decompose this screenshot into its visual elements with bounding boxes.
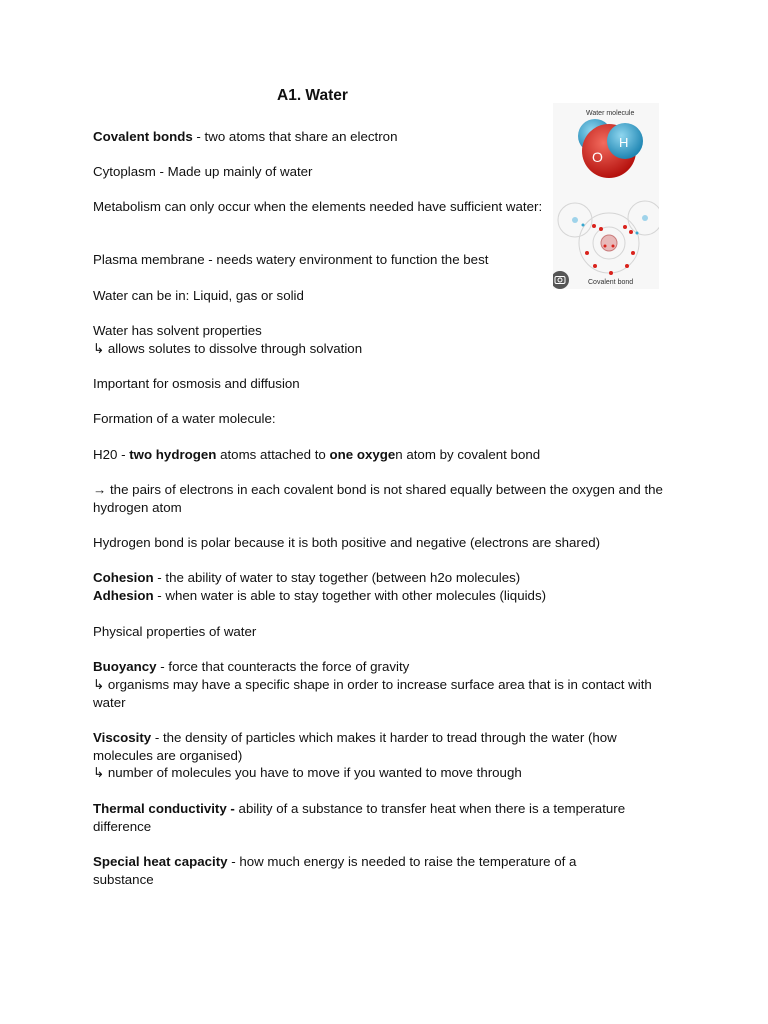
- para-cohesion: [93, 569, 668, 587]
- para-states: Water can be in: Liquid, gas or solid: [93, 288, 304, 303]
- para-osmosis: Important for osmosis and diffusion: [93, 376, 300, 391]
- h2o-part-c: atoms attached to: [216, 447, 330, 462]
- figure-top-label: Water molecule: [586, 110, 635, 117]
- def-viscosity: - the density of particles which makes it harder to tread through the water (how molecules are organised): [93, 730, 617, 763]
- def-heat: - how much energy is needed to raise the temperature of a substance: [93, 854, 577, 887]
- h2o-part-a: H20 -: [93, 447, 130, 462]
- h2o-part-b: two hydrogen: [129, 447, 217, 462]
- term-adhesion: Adhesion: [93, 588, 154, 603]
- para-polar: Hydrogen bond is polar because it is both positive and negative (electrons are shared): [93, 535, 601, 550]
- para-h2o: [93, 446, 668, 464]
- para-formation: Formation of a water molecule:: [93, 411, 276, 426]
- page-title: A1. Water: [277, 87, 348, 104]
- para-buoyancy: [93, 658, 668, 676]
- term-viscosity: Viscosity: [93, 730, 152, 745]
- para-adhesion: [93, 587, 668, 605]
- term-heat: Special heat capacity: [93, 854, 228, 869]
- h2o-part-d: one oxyge: [329, 447, 396, 462]
- term-buoyancy: Buoyancy: [93, 659, 157, 674]
- term-covalent: Covalent bonds: [93, 129, 193, 144]
- term-cohesion: Cohesion: [93, 570, 154, 585]
- para-pairs: → the pairs of electrons in each covalent bond is not shared equally between the oxygen and the hydrogen atom: [93, 482, 663, 515]
- def-covalent: - two atoms that share an electron: [192, 129, 398, 144]
- figure-bottom-label: Covalent bond: [588, 279, 634, 286]
- def-thermal: ability of a substance to transfer heat when there is a temperature difference: [93, 801, 626, 834]
- hydrogen-label: H: [619, 135, 629, 150]
- para-physical: Physical properties of water: [93, 624, 257, 639]
- para-thermal: [93, 800, 668, 835]
- water-molecule-figure: [553, 103, 659, 289]
- para-buoyancy-sub: ↳ organisms may have a specific shape in order to increase surface area that is in contact with water: [93, 677, 652, 710]
- para-cytoplasm: Cytoplasm - Made up mainly of water: [93, 164, 313, 179]
- def-adhesion: - when water is able to stay together with other molecules (liquids): [153, 588, 547, 603]
- para-solvent-sub: ↳ allows solutes to dissolve through solvation: [93, 341, 363, 356]
- para-viscosity: [93, 729, 668, 764]
- def-cohesion: - the ability of water to stay together (between h2o molecules): [153, 570, 521, 585]
- def-buoyancy: - force that counteracts the force of gravity: [156, 659, 410, 674]
- para-viscosity-sub: ↳ number of molecules you have to move if you wanted to move through: [93, 765, 522, 780]
- para-heat: [93, 853, 623, 888]
- term-thermal: Thermal conductivity -: [93, 801, 235, 816]
- oxygen-label: O: [592, 149, 603, 165]
- para-solvent: Water has solvent properties: [93, 323, 262, 338]
- para-metabolism: Metabolism can only occur when the elements needed have sufficient water:: [93, 199, 543, 214]
- h2o-part-e: n atom by covalent bond: [395, 447, 541, 462]
- water-molecule-diagram: [553, 103, 659, 289]
- para-plasma: Plasma membrane - needs watery environment to function the best: [93, 252, 489, 267]
